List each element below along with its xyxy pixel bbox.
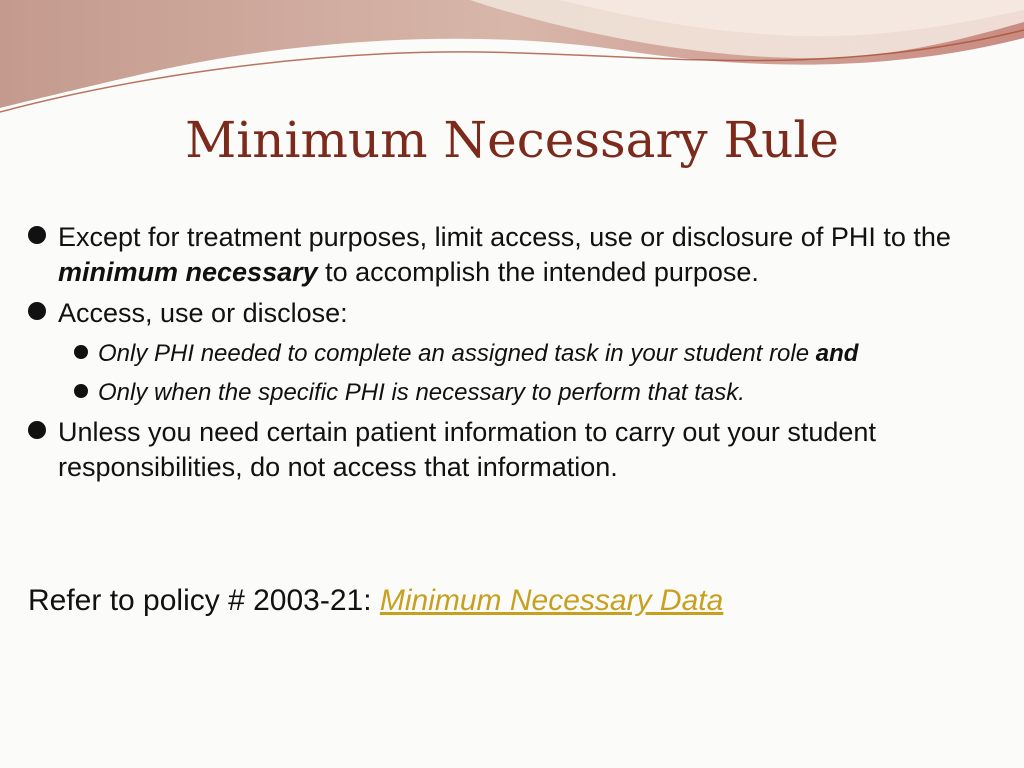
bullet-dot-icon [28, 302, 46, 320]
bullet-item [28, 415, 988, 485]
bullet-text: Unless you need certain patient information to carry out your student responsibilities, do not access that information. [58, 417, 876, 482]
policy-reference-label: Refer to policy # 2003-21: [28, 584, 380, 617]
bullet-item [28, 296, 988, 331]
bullet-text: Except for treatment purposes, limit access, use or disclosure of PHI to the [58, 222, 951, 252]
policy-reference [28, 582, 723, 620]
sub-bullet-item [28, 376, 988, 409]
slide-title: Minimum Necessary Rule [185, 111, 839, 169]
sub-bullet-text: Only when the specific PHI is necessary to perform that task. [98, 379, 745, 406]
bullet-text: to accomplish the intended purpose. [317, 257, 759, 287]
sub-bullet-text: Only PHI needed to complete an assigned task in your student role [98, 340, 816, 367]
bullet-dot-icon [74, 384, 88, 398]
bullet-item [28, 220, 988, 290]
bullet-dot-icon [28, 226, 46, 244]
bullet-emphasis: minimum necessary [58, 257, 318, 287]
bullet-text: Access, use or disclose: [58, 298, 348, 328]
bullet-dot-icon [74, 345, 88, 359]
sub-bullet-emphasis: and [815, 340, 859, 367]
policy-link[interactable]: Minimum Necessary Data [379, 584, 724, 617]
bullet-list [28, 220, 988, 491]
bullet-dot-icon [28, 421, 46, 439]
sub-bullet-item [28, 337, 988, 370]
